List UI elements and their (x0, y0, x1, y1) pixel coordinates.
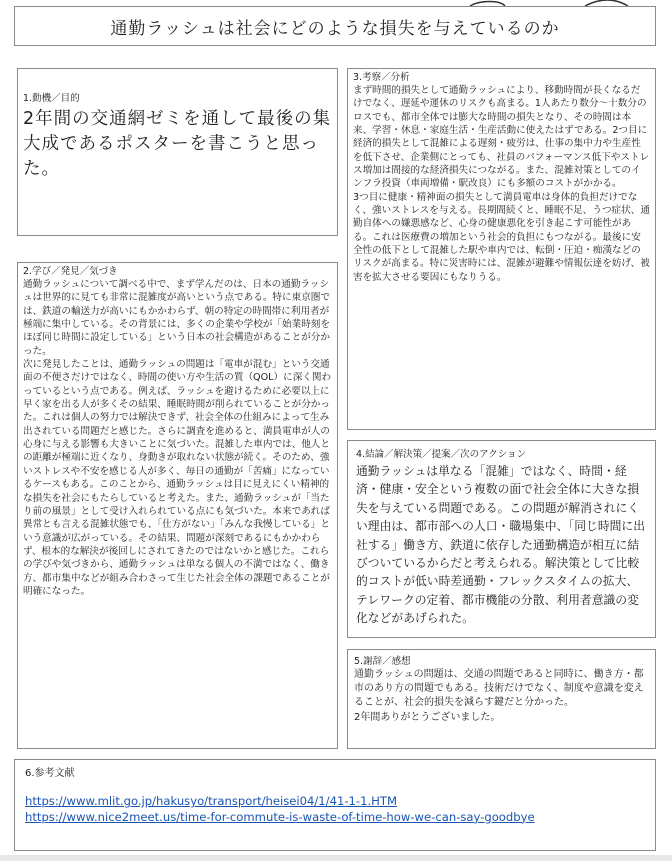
section-thanks (347, 649, 656, 749)
section-thanks-body: 通勤ラッシュの問題は、交通の問題であると同時に、働き方・都市のあり方の問題でもある。技術だけでなく、制度や意識を変えることが、社会的損失を減らす鍵だと分かった。 2年間ありがとうございました。 (354, 669, 644, 723)
section-references (14, 759, 656, 851)
section-learning-heading: 2.学び／発見／気づき (23, 266, 118, 277)
section-motive-body: 2年間の交通網ゼミを通して最後の集大成であるポスターを書こうと思った。 (23, 109, 332, 179)
section-analysis (347, 68, 656, 430)
section-conclusion-body: 通勤ラッシュは単なる「混雑」ではなく、時間・経済・健康・安全という複数の面で社会全体に大きな損失を与えている問題である。この問題が解消されにくい理由は、都市部への人口・職場集中、「同じ時間に出社する」働き方、鉄道に依存した通勤構造が相互に結びついているからだと考えられる。解決策として比較的コストが低い時差通勤・フレックスタイムの拡大、テレワークの定着、都市機能の分散、利用者意識の変化などがあげられた。 (356, 464, 646, 626)
section-analysis-heading: 3.考察／分析 (353, 72, 410, 83)
reference-link-mlit[interactable]: https://www.mlit.go.jp/hakusyo/transport/heisei04/1/41-1-1.HTM (25, 794, 397, 808)
section-motive (17, 68, 338, 236)
section-conclusion (347, 440, 656, 638)
section-references-heading: 6.参考文献 (25, 768, 75, 779)
section-learning-body: 通勤ラッシュについて調べる中で、まず学んだのは、日本の通勤ラッシュは世界的に見ても非常に混雑度が高いという点である。特に東京圏では、鉄道の輸送力が高いにもかかわらず、朝の特定の時間帯に利用者が極端に集中している。その背景には、多くの企業や学校が「始業時刻をほぼ同じ時間に設定している」という日本の社会構造があることが分かった。 次に発見したことは、通勤ラッシュの問題は「電車が混む」という交通面の不便さだけではなく、時間の使い方や生活の質（QOL）に深く関わっているという点である。例えば、ラッシュを避けるために必要以上に早く家を出る人が多くその結果、睡眠時間が削られていることが分かった。これは個人の努力では解決できず、社会全体の仕組みによって生み出されている問題だと感じた。さらに調査を進めると、満員電車が人の心身に与える影響も大きいことに気づいた。混雑した車内では、他人との距離が極端に近くなり、身動きが取れない状態が続く。そのため、強いストレスや不安を感じる人が多く、毎日の通勤が「苦痛」になっているケースもある。このことから、通勤ラッシュは目に見えにくい精神的な損失を社会にもたらしていると考えた。また、通勤ラッシュが「当たり前の風景」として受け入れられている点にも気づいた。本来であれば異常とも言える混雑状態でも、「仕方がない」「みんな我慢している」という意識が広がっている。その結果、問題が深刻であるにもかかわらず、根本的な解決が後回しにされてきたのではないかと感じた。これらの学びや気づきから、通勤ラッシュは単なる個人の不満ではなく、働き方、都市集中などが組み合わさって生じた社会全体の課題であることが明確になった。 (23, 279, 332, 597)
reference-link-nice2meet[interactable]: https://www.nice2meet.us/time-for-commute-is-waste-of-time-how-we-can-say-goodbye (25, 809, 535, 824)
section-learning (17, 262, 338, 749)
bottom-bar (0, 855, 672, 861)
section-motive-heading: 1.動機／目的 (23, 93, 80, 104)
section-thanks-heading: 5.謝辞／感想 (354, 656, 411, 667)
section-analysis-body: まず時間的損失として通勤ラッシュにより、移動時間が長くなるだけでなく、遅延や運休のリスクも高まる。1人あたり数分〜十数分のロスでも、都市全体では膨大な時間の損失となり、その時間は本来、学習・休息・家庭生活・生産活動に使えたはずである。2つ目に経済的損失として混雑による遅刻・疲労は、仕事の集中力や生産性を低下させ、企業側にとっても、社員のパフォーマンス低下やストレス増加は間接的な経済損失につながる。また、混雑対策としてのインフラ投資（車両増備・駅改良）にも多額のコストがかかる。 3つ目に健康・精神面の損失として満員電車は身体的負担だけでなく、強いストレスを与える。長期間続くと、睡眠不足、うつ症状、通勤自体への嫌悪感など、心身の健康悪化を引き起こす可能性がある。これは医療費の増加という社会的負担にもつながる。最後に安全性の低下として混雑した駅や車内では、転倒・圧迫・痴漢などのリスクが高まる。特に災害時には、混雑が避難や情報伝達を妨げ、被害を拡大させる要因にもなりうる。 (353, 85, 650, 283)
section-conclusion-heading: 4.結論／解決策／提案／次のアクション (356, 449, 527, 460)
poster-title: 通勤ラッシュは社会にどのような損失を与えているのか (14, 6, 656, 46)
